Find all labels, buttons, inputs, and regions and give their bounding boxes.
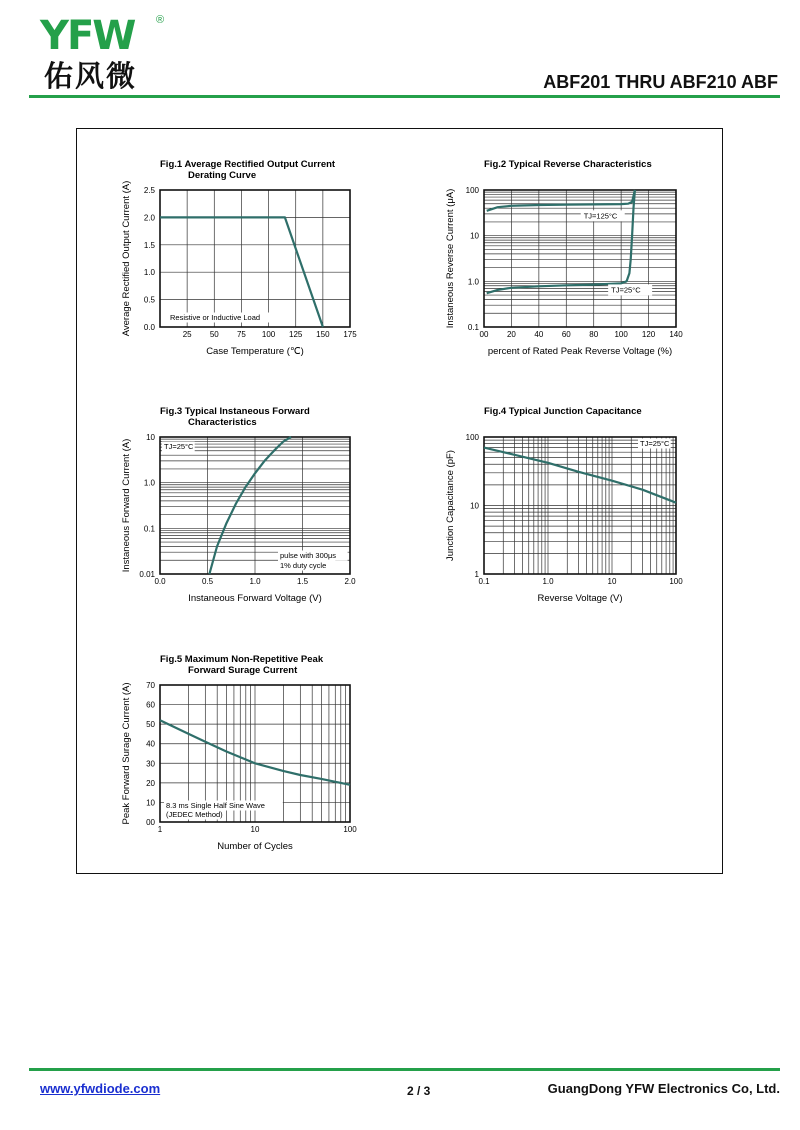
fig3-forward-characteristics-chart [118,402,368,612]
fig3-svg [118,402,368,612]
y-tick-label: 0.5 [143,295,155,305]
y-tick-label: 100 [465,433,479,442]
y-tick-label: 30 [146,759,155,769]
y-tick-label: 1 [474,570,479,579]
x-tick-label: 1.5 [296,577,309,586]
x-tick-label: 150 [316,330,330,339]
x-tick-label: 00 [479,330,489,339]
fig4-x-axis-label: Reverse Voltage (V) [537,593,623,604]
x-tick-label: 100 [614,330,628,339]
fig4-svg [440,402,690,612]
fig3-y-axis-label: Instaneous Forward Current (A) [121,438,132,573]
fig5-svg [118,650,368,860]
website-link[interactable]: www.yfwdiode.com [40,1081,161,1096]
y-tick-label: 2.5 [143,186,155,195]
fig4-annotation: TJ=25°C [640,439,670,448]
fig2-y-axis-label: Instaneous Reverse Current (μA) [445,188,456,329]
x-tick-label: 25 [182,330,192,339]
fig5-annotation: (JEDEC Method) [166,810,223,819]
x-tick-label: 100 [669,577,683,586]
fig1-y-axis-label: Average Rectified Output Current (A) [121,180,132,337]
y-tick-label: 2.0 [143,213,155,223]
x-tick-label: 60 [561,330,571,339]
x-tick-label: 0.0 [154,577,166,586]
y-tick-label: 20 [146,778,155,788]
fig2-title-line: Fig.2 Typical Reverse Characteristics [484,159,652,170]
y-tick-label: 0.1 [467,323,479,332]
company-name: GuangDong YFW Electronics Co, Ltd. [547,1081,780,1096]
fig2-plot-area [484,190,676,327]
y-tick-label: 00 [146,818,155,827]
fig1-grid [160,190,350,327]
y-tick-label: 10 [146,433,155,442]
fig5-title-line: Fig.5 Maximum Non-Repetitive Peak [160,654,324,665]
fig4-series-line-1 [484,448,676,503]
y-tick-label: 70 [146,681,155,690]
x-tick-label: 10 [250,825,260,834]
x-tick-label: 0.1 [478,577,490,586]
fig5-title-line: Forward Surage Current [188,665,298,676]
fig5-annotation: 8.3 ms Single Half Sine Wave [166,801,265,810]
x-tick-label: 80 [589,330,599,339]
fig1-svg [118,155,368,365]
page-number: 2 / 3 [407,1084,431,1098]
y-tick-label: 60 [146,700,155,710]
fig3-title-line: Characteristics [188,417,257,428]
y-tick-label: 0.01 [139,570,155,579]
x-tick-label: 120 [641,330,656,339]
fig1-derating-chart [118,155,368,365]
fig4-junction-capacitance-chart [440,402,690,612]
fig5-x-axis-label: Number of Cycles [217,841,293,852]
y-tick-label: 100 [465,186,479,195]
fig3-annotation: TJ=25°C [164,442,194,451]
fig5-surge-current-chart [118,650,368,860]
y-tick-label: 10 [146,798,155,808]
fig1-title-line: Derating Curve [188,170,257,181]
fig1-plot-area [160,190,350,327]
fig3-title-line: Fig.3 Typical Instaneous Forward [160,406,310,417]
x-tick-label: 20 [506,330,516,339]
y-tick-label: 0.0 [143,323,155,332]
x-tick-label: 175 [343,330,357,339]
fig2-series-label: TJ=125°C [583,211,618,221]
y-tick-label: 0.1 [143,524,155,534]
y-tick-label: 1.0 [143,268,155,278]
x-tick-label: 50 [209,330,219,339]
fig2-series-label: TJ=25°C [611,285,641,295]
y-tick-label: 1.5 [143,240,155,250]
y-tick-label: 50 [146,720,155,730]
fig3-annotation: 1% duty cycle [280,561,327,570]
x-tick-label: 100 [343,825,357,834]
fig2-x-axis-label: percent of Rated Peak Reverse Voltage (%) [487,346,673,357]
y-tick-label: 1.0 [143,478,155,488]
registered-mark: ® [156,14,165,26]
fig1-annotation: Resistive or Inductive Load [170,313,261,322]
fig2-reverse-characteristics-chart [440,155,690,365]
x-tick-label: 1.0 [542,577,554,586]
fig4-title-line: Fig.4 Typical Junction Capacitance [484,406,642,417]
x-tick-label: 2.0 [344,577,356,586]
y-tick-label: 1.0 [467,277,479,287]
page-title: ABF201 THRU ABF210 ABF [543,72,778,92]
x-tick-label: 140 [669,330,683,339]
fig2-grid [484,190,676,327]
fig4-grid [484,437,676,574]
x-tick-label: 75 [236,330,246,339]
fig4-y-axis-label: Junction Capacitance (pF) [445,450,456,561]
x-tick-label: 0.5 [201,577,214,586]
fig3-annotation: pulse with 300μs [280,551,337,560]
footer-divider [29,1068,780,1071]
logo-chinese-text: 佑风微 [44,59,138,93]
y-tick-label: 10 [470,501,479,511]
y-tick-label: 40 [146,739,155,749]
header-divider [29,95,780,98]
y-tick-label: 10 [470,231,479,241]
x-tick-label: 10 [607,577,617,586]
x-tick-label: 100 [261,330,276,339]
x-tick-label: 1 [157,825,163,834]
x-tick-label: 1.0 [249,577,261,586]
fig3-x-axis-label: Instaneous Forward Voltage (V) [188,593,322,604]
x-tick-label: 125 [289,330,303,339]
fig2-svg [440,155,690,365]
fig1-title-line: Fig.1 Average Rectified Output Current [160,159,336,170]
x-tick-label: 40 [534,330,544,339]
fig1-x-axis-label: Case Temperature (℃) [206,346,304,357]
company-logo [40,14,170,94]
fig5-y-axis-label: Peak Forward Surage Current (A) [121,682,132,825]
logo-text: YFW [40,13,135,59]
